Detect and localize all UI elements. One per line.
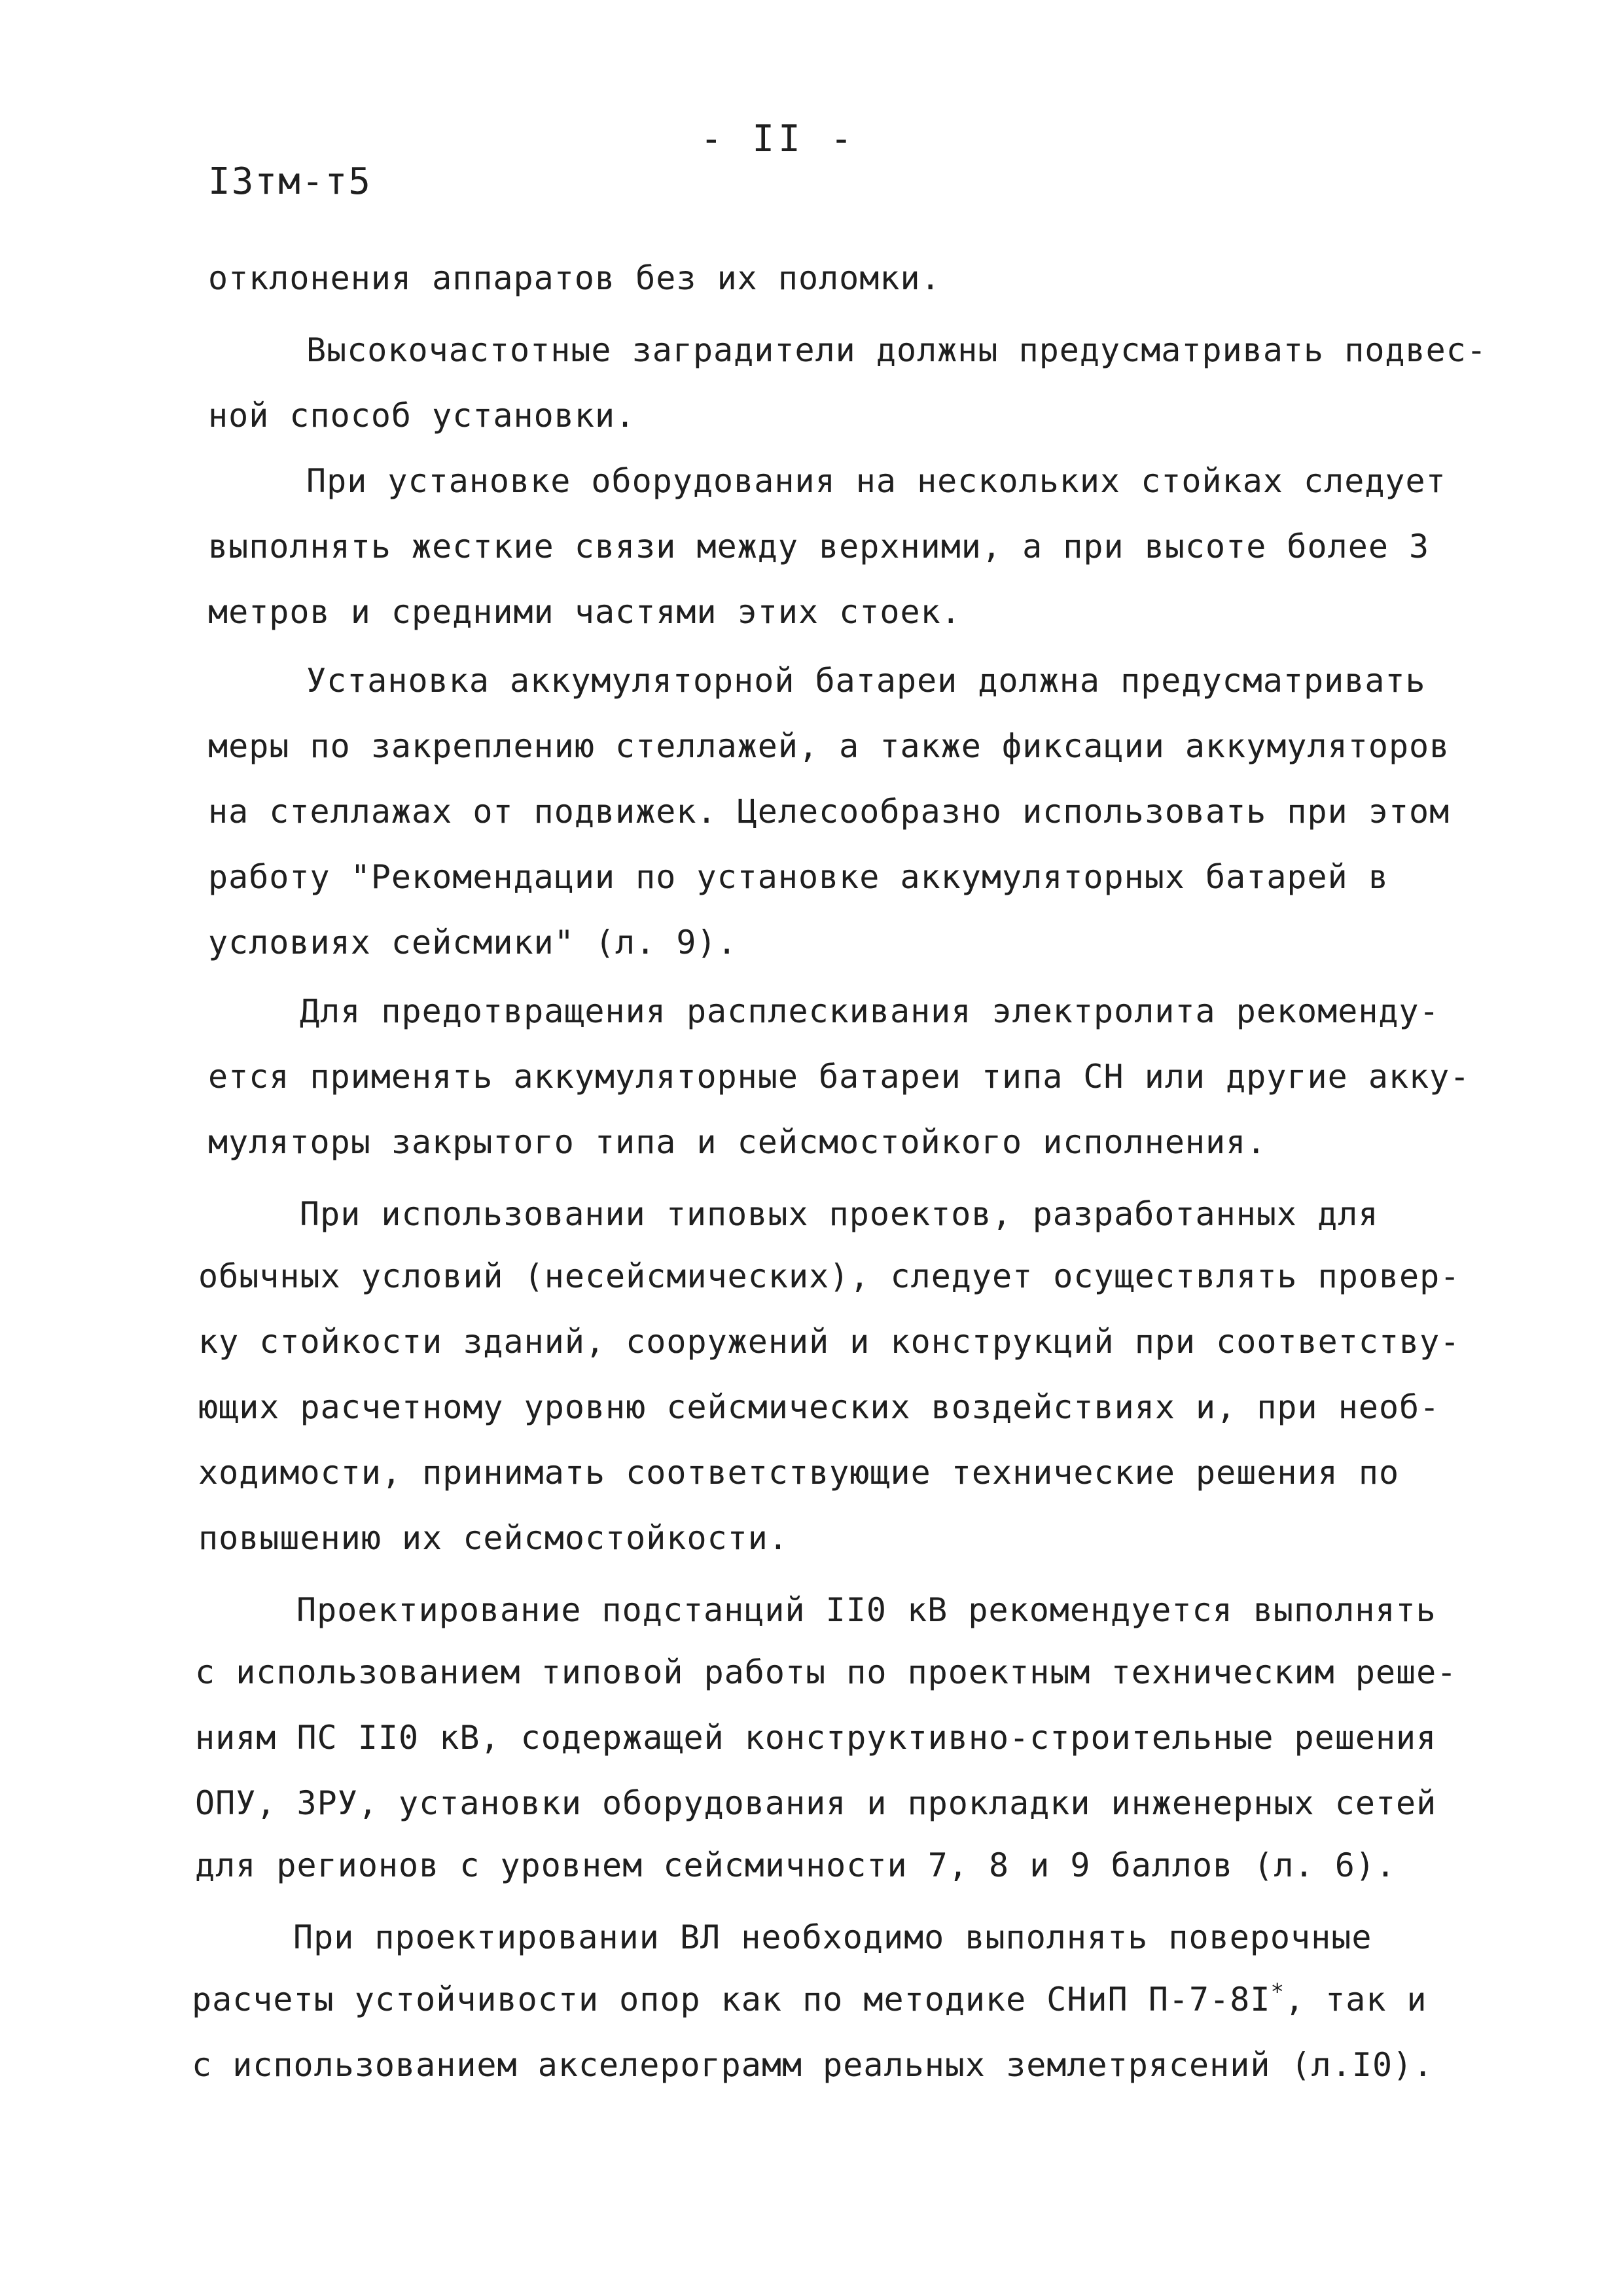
text-line: ной способ установки. [208,397,636,435]
text-line: ется применять аккумуляторные батареи типа СН или другие акку- [208,1058,1471,1096]
text-line: Проектирование подстанций II0 кВ рекомендуется выполнять [296,1591,1436,1629]
text-line: ходимости, принимать соответствующие технические решения по [198,1454,1400,1492]
text-line: При проектировании ВЛ необходимо выполнять поверочные [293,1918,1372,1956]
text-line: выполнять жесткие связи между верхними, а при высоте более 3 [208,528,1430,565]
text-line: метров и средними частями этих стоек. [208,593,961,631]
page-number: - II - [700,118,857,160]
text-line: условиях сейсмики" (л. 9). [208,924,738,961]
text-line: При установке оборудования на нескольких стойках следует [306,462,1446,500]
text-line: для регионов с уровнем сейсмичности 7, 8 и 9 баллов (л. 6). [195,1846,1397,1884]
text-line: Высокочастотные заградители должны предусматривать подвес- [306,331,1487,369]
text-line: Для предотвращения расплескивания электролита рекоменду- [300,992,1440,1030]
text-line: с использованием типовой работы по проектным техническим реше- [195,1653,1457,1691]
text-line [192,1980,1427,2019]
text-line: повышению их сейсмостойкости. [198,1519,789,1557]
text-line: работу "Рекомендации по установке аккумуляторных батарей в [208,858,1389,896]
text-line: ку стойкости зданий, сооружений и конструкций при соответству- [198,1323,1461,1361]
document-code: I3тм-т5 [208,160,372,203]
text-line: ОПУ, ЗРУ, установки оборудования и прокладки инженерных сетей [195,1784,1437,1822]
text-line: Установка аккумуляторной батареи должна предусматривать [306,662,1426,700]
text-line: отклонения аппаратов без их поломки. [208,259,941,297]
text-fragment: , так и [1284,1981,1427,2018]
text-line: ющих расчетному уровню сейсмических воздействиях и, при необ- [198,1388,1440,1426]
text-line: При использовании типовых проектов, разработанных для [300,1195,1379,1233]
text-line: с использованием акселерограмм реальных землетрясений (л.I0). [192,2046,1434,2084]
text-line: ниям ПС II0 кВ, содержащей конструктивно-строительные решения [195,1719,1437,1757]
text-line: муляторы закрытого типа и сейсмостойкого исполнения. [208,1123,1267,1161]
text-line: обычных условий (несейсмических), следует осуществлять провер- [198,1257,1461,1295]
footnote-mark: * [1270,1979,1285,2005]
text-line: на стеллажах от подвижек. Целесообразно использовать при этом [208,793,1450,831]
text-fragment: расчеты устойчивости опор как по методике СНиП П-7-8I [192,1981,1271,2018]
text-line: меры по закреплению стеллажей, а также фиксации аккумуляторов [208,727,1450,765]
